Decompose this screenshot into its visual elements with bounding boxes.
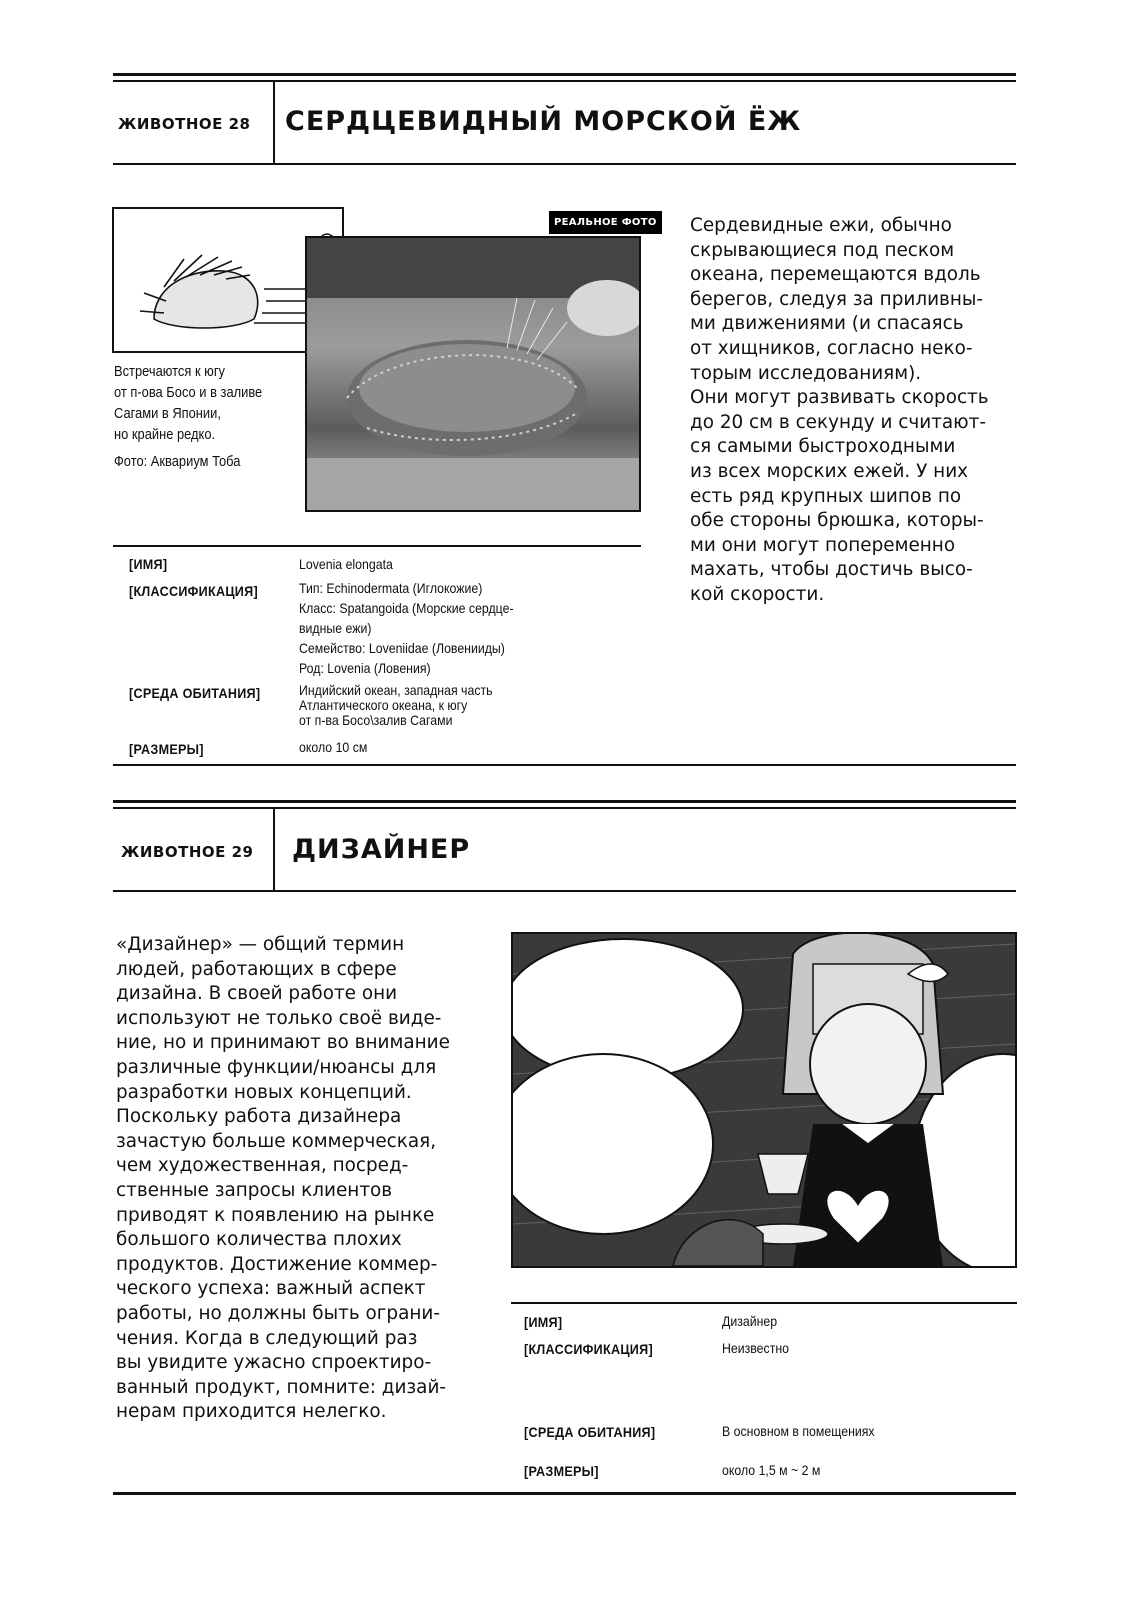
description-line: ческого успеха: важный аспект: [116, 1278, 426, 1300]
habitat-line: Атлантического океана, к югу: [299, 697, 468, 713]
info-val-habitat: [299, 683, 493, 728]
description-line: дизайна. В своей работе они: [116, 983, 398, 1005]
urchin-photo: [305, 236, 641, 512]
entry-title: СЕРДЦЕВИДНЫЙ МОРСКОЙ ЁЖ: [285, 106, 802, 137]
description-line: «Дизайнер» — общий термин: [116, 934, 405, 955]
section2-header-divider: [273, 809, 275, 891]
classification-line: Семейство: Loveniidae (Ловенииды): [299, 640, 505, 656]
description-line: торым исследованиям).: [690, 362, 922, 384]
info-val-classification: Неизвестно: [722, 1340, 790, 1356]
description-line: разработки новых концепций.: [116, 1081, 412, 1103]
info-key-classification: [КЛАССИФИКАЦИЯ]: [129, 583, 258, 599]
designer-illustration: [513, 934, 1015, 1266]
habitat-line: от п-ва Босо\залив Сагами: [299, 712, 453, 728]
top-double-rule-2: [113, 80, 1016, 82]
description-line: людей, работающих в сфере: [116, 958, 397, 980]
description-line: ственные запросы клиентов: [116, 1179, 393, 1201]
description-line: кой скорости.: [690, 583, 825, 605]
description-line: берегов, следуя за приливны-: [690, 288, 984, 310]
entry-number: ЖИВОТНОЕ 29: [121, 843, 254, 861]
info-table-top-rule: [511, 1302, 1017, 1304]
entry-description: [116, 933, 496, 1425]
info-table-top-rule: [113, 545, 641, 547]
page-bottom-rule: [113, 1492, 1016, 1495]
info-key-habitat: [СРЕДА ОБИТАНИЯ]: [524, 1424, 656, 1440]
classification-line: Класс: Spatangoida (Морские сердце-: [299, 600, 514, 616]
entry-title: ДИЗАЙНЕР: [292, 834, 471, 865]
caption-line: Встречаются к югу: [114, 363, 226, 380]
description-line: махать, чтобы достичь высо-: [690, 559, 973, 581]
description-line: работы, но должны быть ограни-: [116, 1302, 440, 1324]
description-line: океана, перемещаются вдоль: [690, 264, 981, 286]
info-val-classification: [299, 580, 514, 680]
info-val-habitat: В основном в помещениях: [722, 1423, 875, 1439]
designer-manga-panel: [511, 932, 1017, 1268]
classification-line: Тип: Echinodermata (Иглокожие): [299, 580, 483, 596]
info-key-name: [ИМЯ]: [524, 1314, 563, 1330]
info-val-size: около 1,5 м ~ 2 м: [722, 1462, 821, 1478]
info-table-bottom-rule: [113, 764, 1016, 766]
habitat-line: Индийский океан, западная часть: [299, 682, 493, 698]
description-line: большого количества плохих: [116, 1229, 402, 1251]
caption-line: но крайне редко.: [114, 426, 216, 443]
entry-number: ЖИВОТНОЕ 28: [118, 115, 251, 133]
photo-credit: Фото: Аквариум Тоба: [114, 453, 241, 470]
description-line: зачастую больше коммерческая,: [116, 1130, 437, 1152]
description-line: вы увидите ужасно спроектиро-: [116, 1352, 432, 1374]
description-line: скрывающиеся под песком: [690, 239, 955, 261]
description-line: продуктов. Достижение коммер-: [116, 1253, 438, 1275]
caption-line: от п-ова Босо и в заливе: [114, 384, 263, 401]
description-line: приводят к появлению на рынке: [116, 1204, 435, 1226]
description-line: чем художественная, посред-: [116, 1155, 409, 1177]
photo-caption: [114, 361, 262, 472]
info-val-name: Lovenia elongata: [299, 556, 393, 572]
section2-header-bottom-rule: [113, 890, 1016, 892]
section2-double-rule-2: [113, 807, 1016, 809]
description-line: ние, но и принимают во внимание: [116, 1032, 450, 1054]
description-line: Они могут развивать скорость: [690, 387, 989, 409]
classification-line: видные ежи): [299, 620, 372, 636]
info-val-name: Дизайнер: [722, 1313, 778, 1329]
top-double-rule-1: [113, 73, 1016, 76]
info-key-size: [РАЗМЕРЫ]: [129, 741, 204, 757]
header-divider: [273, 82, 275, 164]
real-photo-tag: РЕАЛЬНОЕ ФОТО: [549, 211, 662, 234]
caption-line: Сагами в Японии,: [114, 405, 221, 422]
urchin-photo-image: [307, 238, 639, 510]
header-bottom-rule: [113, 163, 1016, 165]
description-line: есть ряд крупных шипов по: [690, 485, 962, 507]
description-line: ся самыми быстроходными: [690, 436, 956, 458]
description-line: ванный продукт, помните: дизай-: [116, 1376, 447, 1398]
info-val-size: около 10 см: [299, 739, 368, 755]
section2-double-rule-1: [113, 800, 1016, 803]
description-line: до 20 см в секунду и считают-: [690, 411, 987, 433]
description-line: различные функции/нюансы для: [116, 1056, 437, 1078]
info-key-classification: [КЛАССИФИКАЦИЯ]: [524, 1341, 653, 1357]
description-line: Поскольку работа дизайнера: [116, 1106, 402, 1128]
description-line: чения. Когда в следующий раз: [116, 1327, 418, 1349]
description-line: ми они могут попеременно: [690, 534, 956, 556]
classification-line: Род: Lovenia (Ловения): [299, 660, 431, 676]
entry-description: [690, 214, 1020, 608]
description-line: нерам приходится нелегко.: [116, 1401, 387, 1423]
info-key-habitat: [СРЕДА ОБИТАНИЯ]: [129, 685, 261, 701]
info-key-name: [ИМЯ]: [129, 556, 168, 572]
description-line: Сердевидные ежи, обычно: [690, 215, 952, 236]
description-line: из всех морских ежей. У них: [690, 460, 969, 482]
description-line: от хищников, согласно неко-: [690, 337, 973, 359]
description-line: ми движениями (и спасаясь: [690, 313, 964, 335]
info-key-size: [РАЗМЕРЫ]: [524, 1463, 599, 1479]
description-line: обе стороны брюшка, которы-: [690, 510, 984, 532]
description-line: используют не только своё виде-: [116, 1007, 442, 1029]
